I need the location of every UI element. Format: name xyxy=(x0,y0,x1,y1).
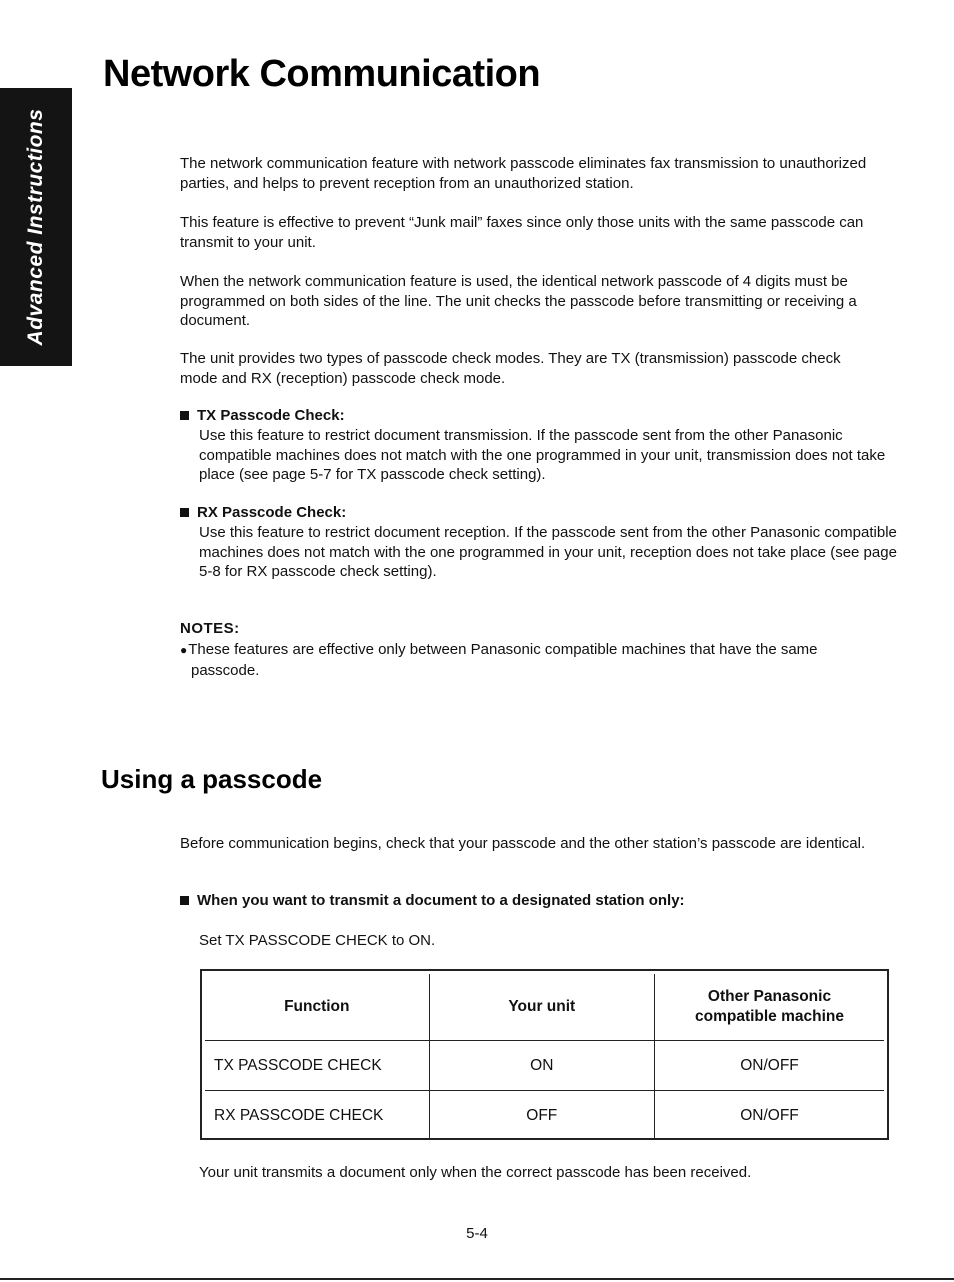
tx-passcode-description: Use this feature to restrict document transmission. If the passcode sent from the other Panasonic compatible machines does not match with the one programmed in your unit, transmission does not take place (see page 5-7 for TX passcode check setting). xyxy=(199,427,886,483)
rx-passcode-description: Use this feature to restrict document reception. If the passcode sent from the other Panasonic compatible machines does not match with the one programmed in your unit, reception does not take place (see page 5-8 for RX passcode check setting). xyxy=(199,524,897,580)
section-intro: Before communication begins, check that your passcode and the other station’s passcode are identical. xyxy=(180,835,866,852)
square-bullet-icon xyxy=(180,896,189,905)
chapter-side-tab-label: Advanced Instructions xyxy=(24,108,47,346)
table-footnote: Your unit transmits a document only when the correct passcode has been received. xyxy=(199,1164,752,1181)
intro-paragraph: The unit provides two types of passcode check modes. They are TX (transmission) passcode check mode and RX (reception) passcode check mode. xyxy=(180,350,841,387)
designated-station-heading-label: When you want to transmit a document to a designated station only: xyxy=(197,892,685,909)
note-item xyxy=(180,640,890,680)
page-title: Network Communication xyxy=(103,53,541,95)
instruction-text: Set TX PASSCODE CHECK to ON. xyxy=(199,932,436,949)
table-cell-your-unit: OFF xyxy=(429,1091,654,1141)
designated-station-heading xyxy=(180,891,685,911)
table-cell-function: TX PASSCODE CHECK xyxy=(205,1041,429,1091)
settings-table xyxy=(205,974,884,1140)
table-cell-other-machine: ON/OFF xyxy=(654,1041,884,1091)
column-header-your-unit: Your unit xyxy=(429,974,654,1041)
tx-passcode-heading xyxy=(180,406,345,426)
table-cell-other-machine: ON/OFF xyxy=(654,1091,884,1141)
bottom-divider xyxy=(0,1278,954,1280)
chapter-side-tab xyxy=(0,88,72,366)
column-header-function: Function xyxy=(205,974,429,1041)
tx-passcode-heading-label: TX Passcode Check: xyxy=(197,407,345,424)
round-bullet-icon: ● xyxy=(180,643,188,657)
intro-paragraph: The network communication feature with network passcode eliminates fax transmission to unauthorized parties, and helps to prevent reception from an unauthorized station. xyxy=(180,155,867,192)
rx-passcode-heading-label: RX Passcode Check: xyxy=(197,504,347,521)
table-row xyxy=(205,1091,884,1141)
note-text-line2: passcode. xyxy=(191,661,260,679)
table-cell-function: RX PASSCODE CHECK xyxy=(205,1091,429,1141)
column-header-other-machine: Other Panasonic compatible machine xyxy=(654,974,884,1041)
passcode-settings-table xyxy=(200,969,889,1140)
square-bullet-icon xyxy=(180,508,189,517)
table-header-row xyxy=(205,974,884,1041)
intro-paragraph: When the network communication feature is used, the identical network passcode of 4 digits must be programmed on both sides of the line. The unit checks the passcode before transmitting or receiving a document. xyxy=(180,273,857,329)
page-number: 5-4 xyxy=(466,1225,488,1242)
table-row xyxy=(205,1041,884,1091)
intro-paragraph: This feature is effective to prevent “Junk mail” faxes since only those units with the same passcode can transmit to your unit. xyxy=(180,214,864,251)
note-text-line1: These features are effective only between Panasonic compatible machines that have the same xyxy=(188,641,818,658)
square-bullet-icon xyxy=(180,411,189,420)
notes-heading: NOTES: xyxy=(180,620,240,637)
table-cell-your-unit: ON xyxy=(429,1041,654,1091)
section-title: Using a passcode xyxy=(101,764,323,794)
rx-passcode-heading xyxy=(180,503,346,523)
